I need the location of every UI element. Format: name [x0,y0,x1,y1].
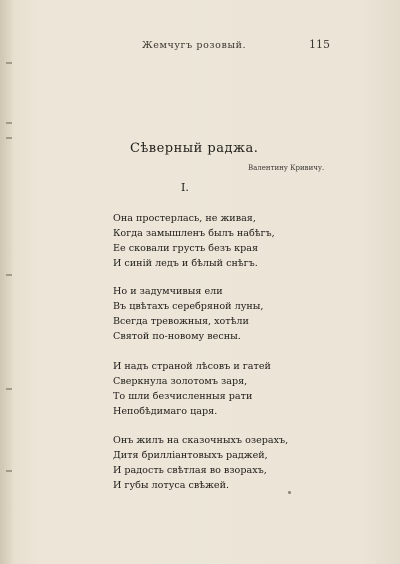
part-number: I. [181,181,189,194]
stanza [113,359,313,419]
page-number: 115 [309,38,330,51]
binding-stitch [6,137,12,139]
binding-stitch [6,274,12,276]
poem-line: Сверкнула золотомъ заря, [113,376,248,387]
stanza [113,433,313,493]
poem-dedication: Валентину Кривичу. [248,164,325,172]
poem-line: Непобѣдимаго царя. [113,406,218,417]
poem-line: Дитя брилліантовыхъ раджей, [113,450,268,461]
binding-stitch [6,470,12,472]
book-spine [0,0,12,564]
stanza [113,284,313,344]
poem-title: Сѣверный раджа. [130,141,259,156]
stanza [113,211,313,271]
poem-line: Когда замышленъ былъ набѣгъ, [113,228,275,239]
binding-stitch [6,122,12,124]
poem-line: То шли безчисленныя рати [113,391,253,402]
poem-line: И синій ледъ и бѣлый снѣгъ. [113,258,258,269]
poem-line: Въ цвѣтахъ серебряной луны, [113,301,264,312]
poem-line: И губы лотуса свѣжей. [113,480,230,491]
paper-speck [288,491,291,494]
poem-line: Ее сковали грусть безъ края [113,243,259,254]
binding-stitch [6,62,12,64]
poem-line: Святой по-новому весны. [113,331,241,342]
binding-stitch [6,388,12,390]
poem-line: Всегда тревожныя, хотѣли [113,316,249,327]
poem-line: И радость свѣтлая во взорахъ, [113,465,267,476]
poem-line: И надъ страной лѣсовъ и гатей [113,361,271,372]
poem-line: Но и задумчивыя ели [113,286,223,297]
running-title: Жемчугъ розовый. [142,40,247,51]
poem-line: Она простерлась, не живая, [113,213,256,224]
poem-line: Онъ жилъ на сказочныхъ озерахъ, [113,435,289,446]
